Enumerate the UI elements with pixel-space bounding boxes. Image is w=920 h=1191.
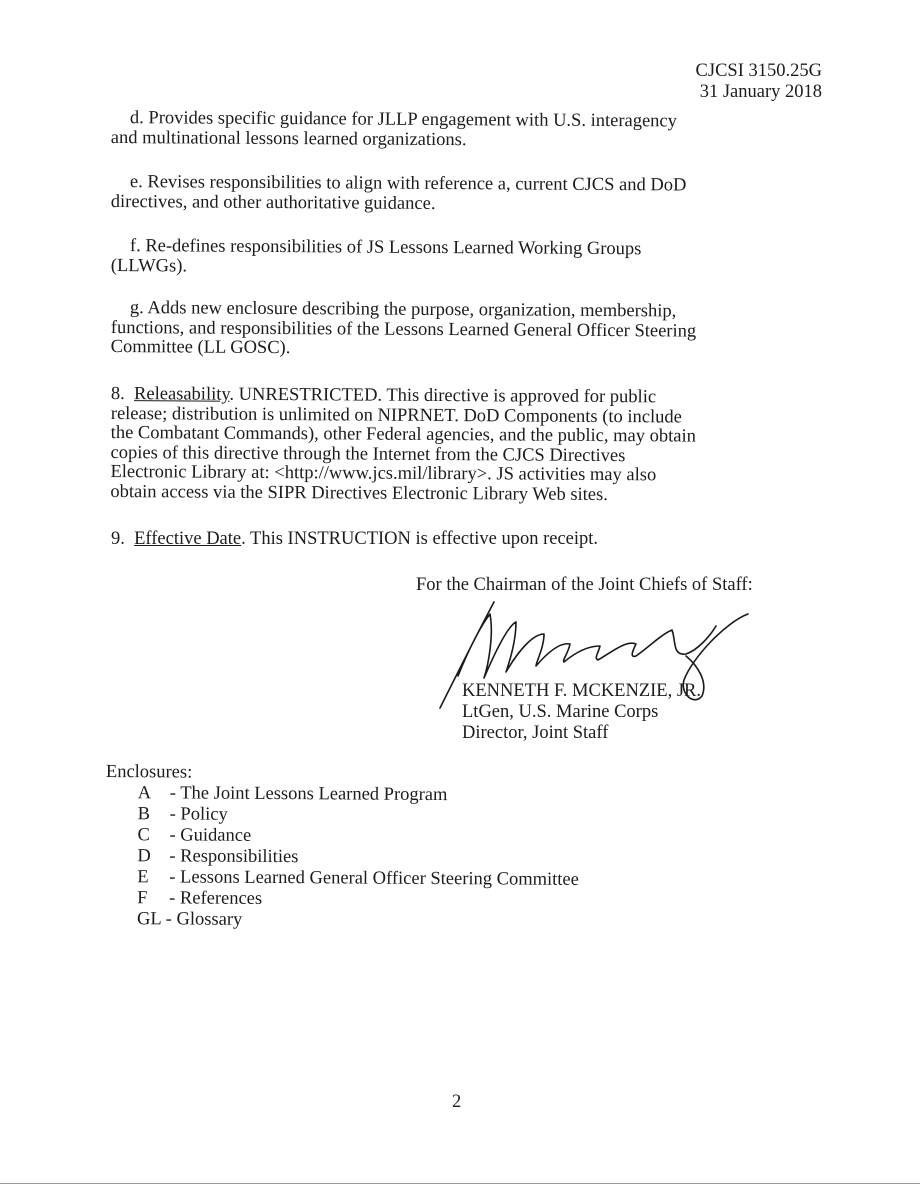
- enclosure-item: [106, 783, 580, 807]
- enclosure-item: [105, 846, 579, 870]
- paragraph-line: obtain access via the SIPR Directives Electronic Library Web sites.: [110, 481, 608, 505]
- enclosure-item: [106, 804, 580, 828]
- paragraph-releasability: [110, 385, 831, 506]
- paragraph-f: [111, 237, 831, 280]
- paragraph-line: e. Revises responsibilities to align with reference a, current CJCS and DoD: [129, 172, 687, 196]
- enclosure-item: [105, 909, 579, 933]
- paragraph-line: (LLWGs).: [110, 255, 188, 276]
- paragraph-number: 9.: [111, 529, 125, 549]
- paragraph-g: [111, 299, 831, 362]
- document-number: CJCSI 3150.25G: [695, 61, 822, 81]
- enclosure-item: [105, 888, 579, 912]
- enclosure-letter: E: [137, 867, 149, 888]
- paragraph-number: 8.: [110, 384, 125, 405]
- enclosure-letter: A: [137, 783, 152, 804]
- enclosure-title: - Responsibilities: [169, 846, 299, 868]
- signature-block: [462, 681, 701, 744]
- paragraph-line: Committee (LL GOSC).: [110, 336, 291, 359]
- paragraph-line: g. Adds new enclosure describing the purpose, organization, membership,: [129, 298, 677, 322]
- signer-name: KENNETH F. MCKENZIE, JR.: [462, 681, 702, 701]
- enclosure-title: - The Joint Lessons Learned Program: [169, 783, 448, 806]
- paragraph-line: the Combatant Commands), other Federal agencies, and the public, may obtain: [110, 422, 696, 447]
- enclosure-title: - Lessons Learned General Officer Steering Committee: [169, 867, 579, 890]
- paragraph-e: [111, 173, 831, 216]
- enclosure-title: - References: [169, 888, 263, 909]
- releasability-heading: Releasability: [134, 384, 230, 405]
- enclosure-title: - Glossary: [165, 909, 243, 930]
- enclosures-list: [105, 762, 580, 933]
- paragraph-line: functions, and responsibilities of the Lessons Learned General Officer Steering: [110, 317, 697, 342]
- paragraph-line: f. Re-defines responsibilities of JS Lessons Learned Working Groups: [129, 236, 642, 260]
- enclosure-letter: D: [137, 846, 151, 867]
- enclosure-letter: C: [137, 825, 150, 846]
- paragraph-line: and multinational lessons learned organizations.: [110, 127, 467, 150]
- paragraph-line: directives, and other authoritative guidance.: [110, 191, 436, 214]
- paragraph-line: copies of this directive through the Internet from the CJCS Directives: [110, 442, 626, 466]
- enclosure-title: - Guidance: [169, 825, 252, 846]
- paragraph-line: release; distribution is unlimited on NIPRNET. DoD Components (to include: [110, 403, 682, 427]
- signer-rank: LtGen, U.S. Marine Corps: [462, 702, 659, 722]
- paragraph-text: . This INSTRUCTION is effective upon receipt.: [241, 529, 599, 549]
- paragraph-line: Electronic Library at: <http://www.jcs.mil/library>. JS activities may also: [110, 461, 657, 486]
- page-number: 2: [452, 1092, 462, 1112]
- enclosures-heading: Enclosures:: [105, 762, 193, 783]
- enclosure-letter: B: [137, 804, 151, 825]
- effective-date-heading: Effective Date: [134, 529, 242, 549]
- signer-title: Director, Joint Staff: [462, 723, 609, 743]
- signature-for-line: For the Chairman of the Joint Chiefs of Staff:: [416, 575, 753, 595]
- enclosure-title: - Policy: [169, 804, 228, 825]
- paragraph-text: . UNRESTRICTED. This directive is approved for public: [229, 384, 657, 408]
- enclosure-letter: GL: [136, 909, 162, 930]
- paragraph-line: d. Provides specific guidance for JLLP engagement with U.S. interagency: [129, 108, 677, 132]
- paragraph-d: [111, 109, 831, 152]
- enclosure-item: [105, 825, 579, 849]
- enclosure-letter: F: [137, 888, 148, 909]
- page-edge-line: [0, 1183, 920, 1184]
- paragraph-effective-date: [111, 530, 831, 550]
- document-date: 31 January 2018: [699, 82, 822, 102]
- paragraph-line: [111, 530, 831, 550]
- enclosure-item: [105, 867, 579, 891]
